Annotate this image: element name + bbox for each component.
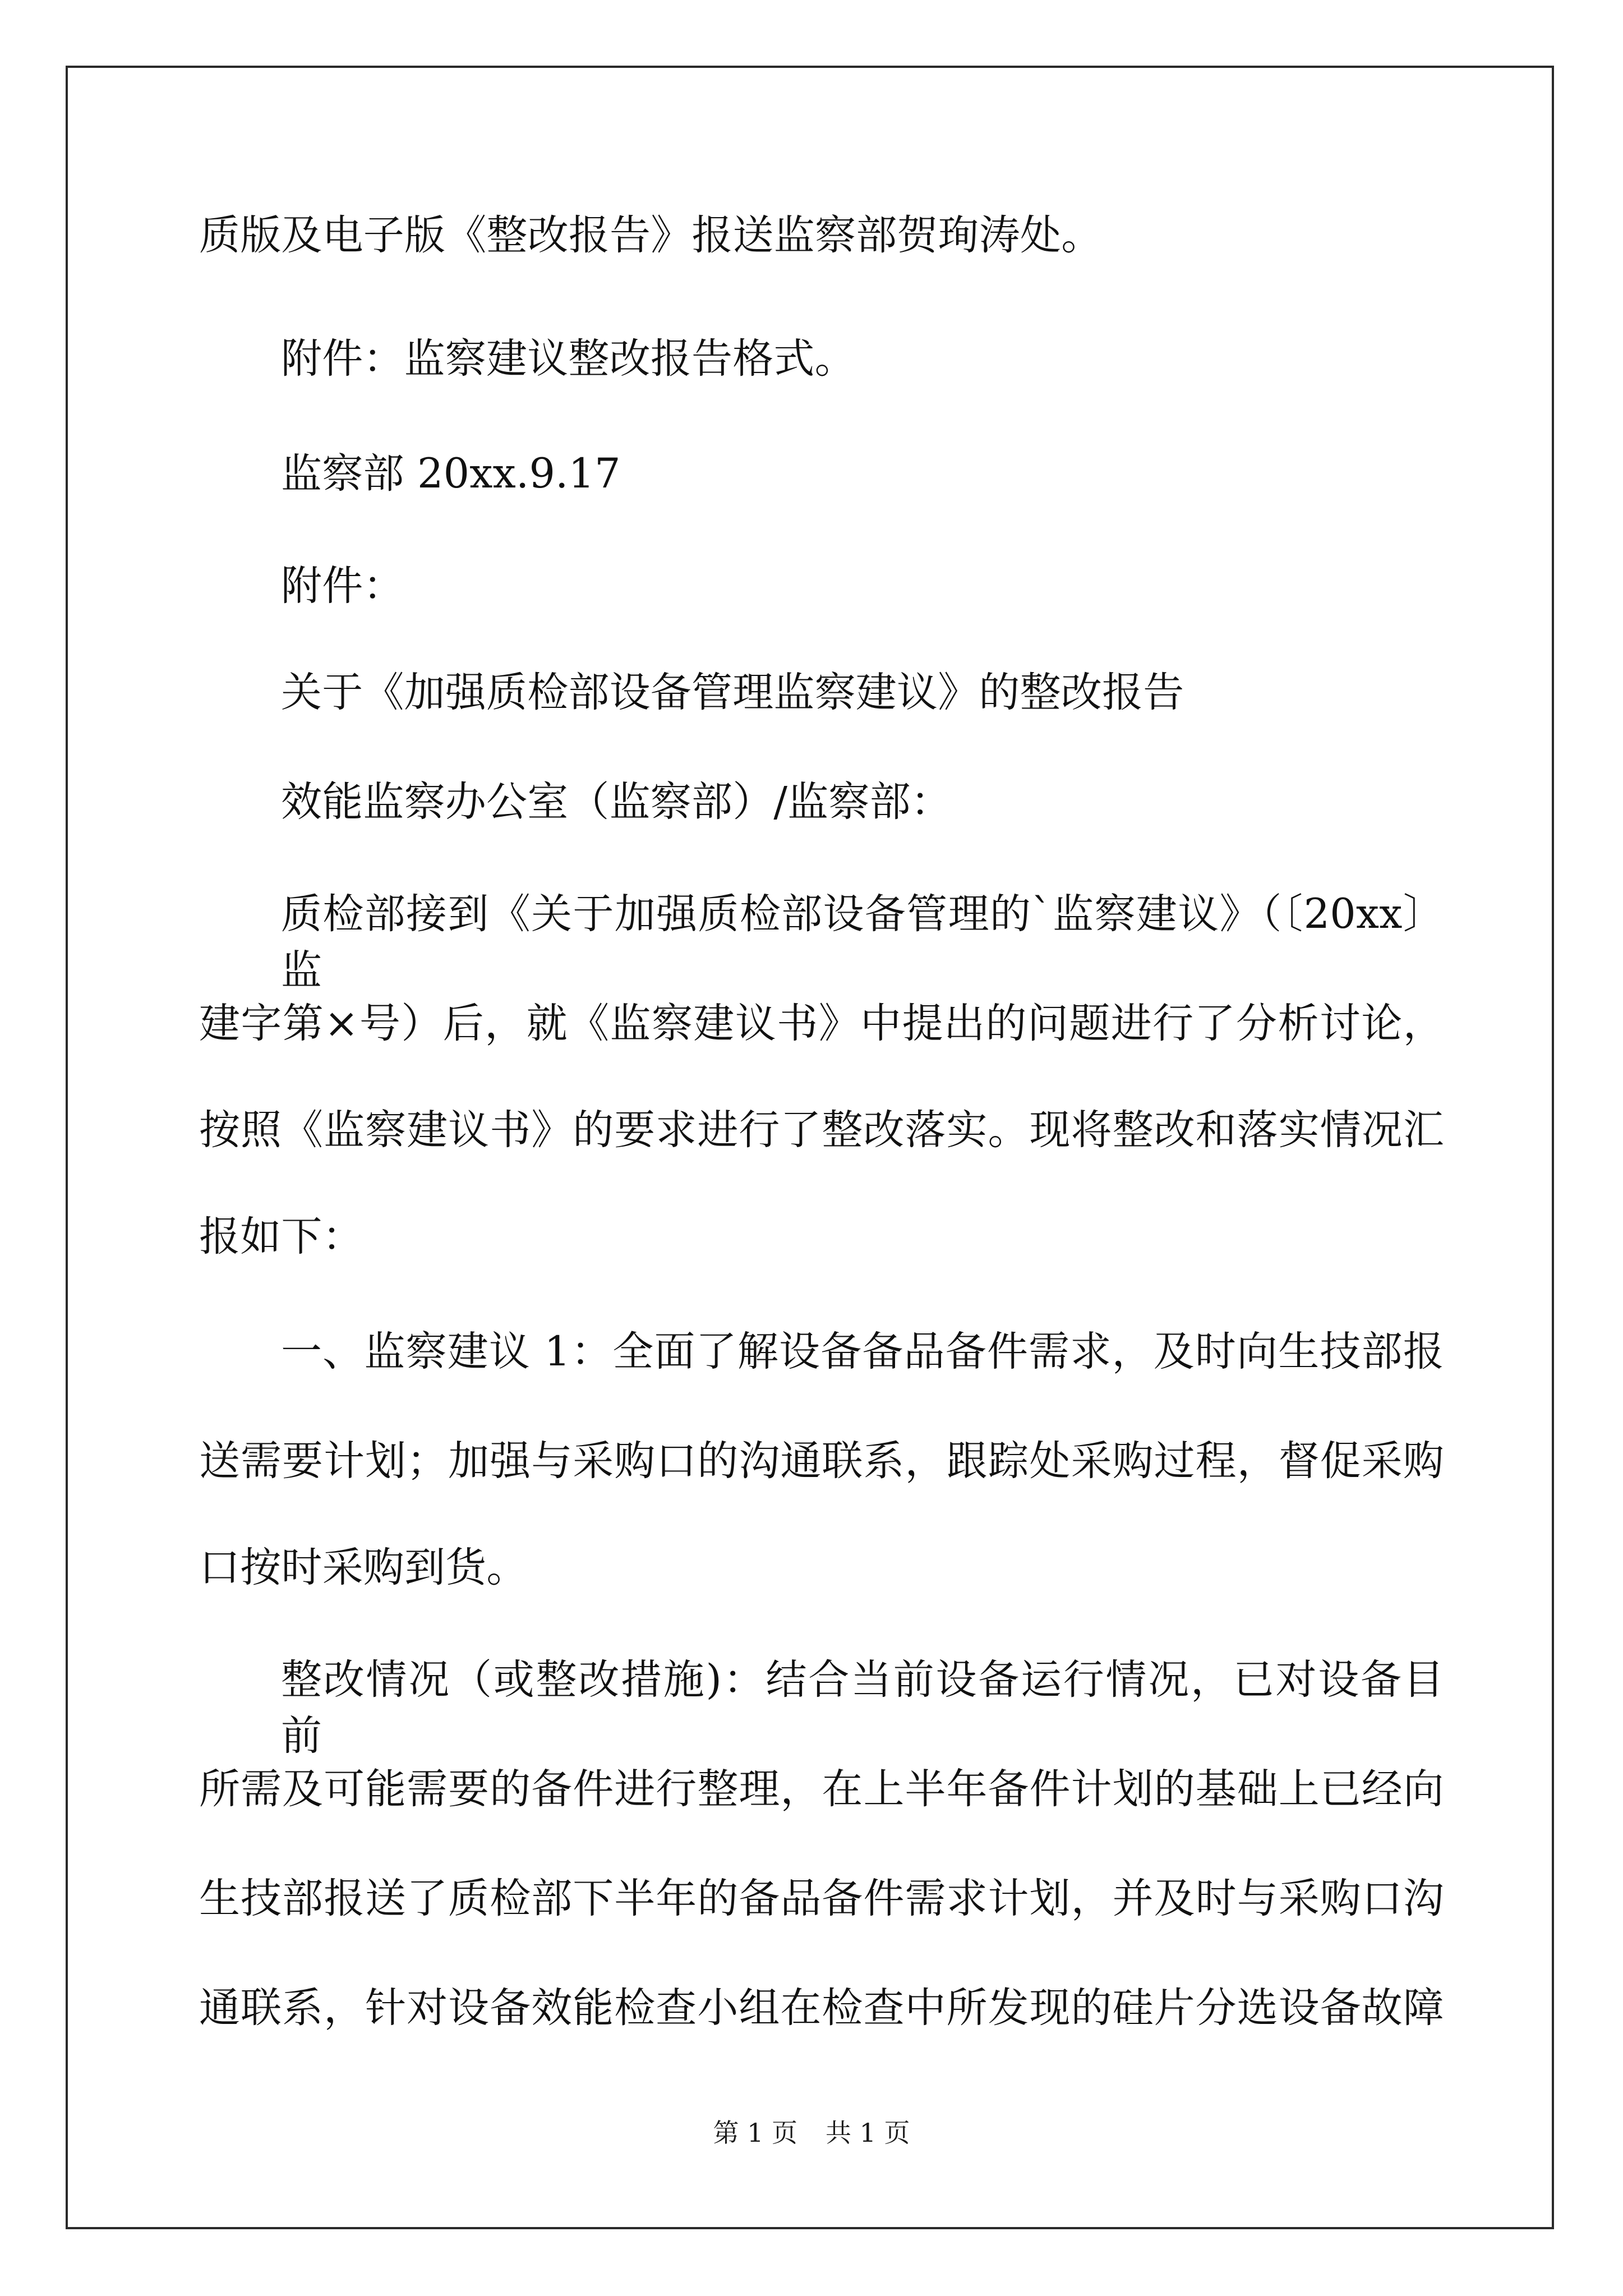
body-line-15: 所需及可能需要的备件进行整理，在上半年备件计划的基础上已经向: [199, 1765, 1444, 1813]
attachment-heading: 附件：: [281, 562, 404, 610]
body-line-10: 报如下：: [199, 1213, 363, 1260]
body-line-1: 质版及电子版《整改报告》报送监察部贺珣涛处。: [199, 211, 1103, 259]
body-line-9: 按照《监察建议书》的要求进行了整改落实。现将整改和落实情况汇: [199, 1106, 1444, 1154]
body-line-11: 一、监察建议 1：全面了解设备备品备件需求，及时向生技部报: [281, 1328, 1444, 1375]
page-number-current: 第 1 页: [713, 2118, 797, 2148]
attachment-note: 附件：监察建议整改报告格式。: [281, 335, 856, 383]
body-line-13: 口按时采购到货。: [199, 1544, 528, 1591]
report-title: 关于《加强质检部设备管理监察建议》的整改报告: [281, 669, 1184, 716]
body-line-12: 送需要计划；加强与采购口的沟通联系，跟踪处采购过程，督促采购: [199, 1437, 1444, 1485]
body-line-14: 整改情况（或整改措施)：结合当前设备运行情况，已对设备目前: [281, 1656, 1444, 1760]
salutation: 效能监察办公室（监察部）/监察部：: [281, 778, 952, 826]
page-number-total: 共 1 页: [826, 2118, 910, 2148]
page-footer: [0, 2116, 1623, 2150]
signature-date: 监察部 20xx.9.17: [281, 450, 621, 498]
body-line-16: 生技部报送了质检部下半年的备品备件需求计划，并及时与采购口沟: [199, 1875, 1444, 1922]
body-line-7: 质检部接到《关于加强质检部设备管理的`监察建议》（〔20xx〕监: [281, 890, 1444, 994]
body-line-17: 通联系，针对设备效能检查小组在检查中所发现的硅片分选设备故障: [199, 1984, 1444, 2032]
body-line-8: 建字第×号）后，就《监察建议书》中提出的问题进行了分析讨论，: [199, 1000, 1444, 1047]
